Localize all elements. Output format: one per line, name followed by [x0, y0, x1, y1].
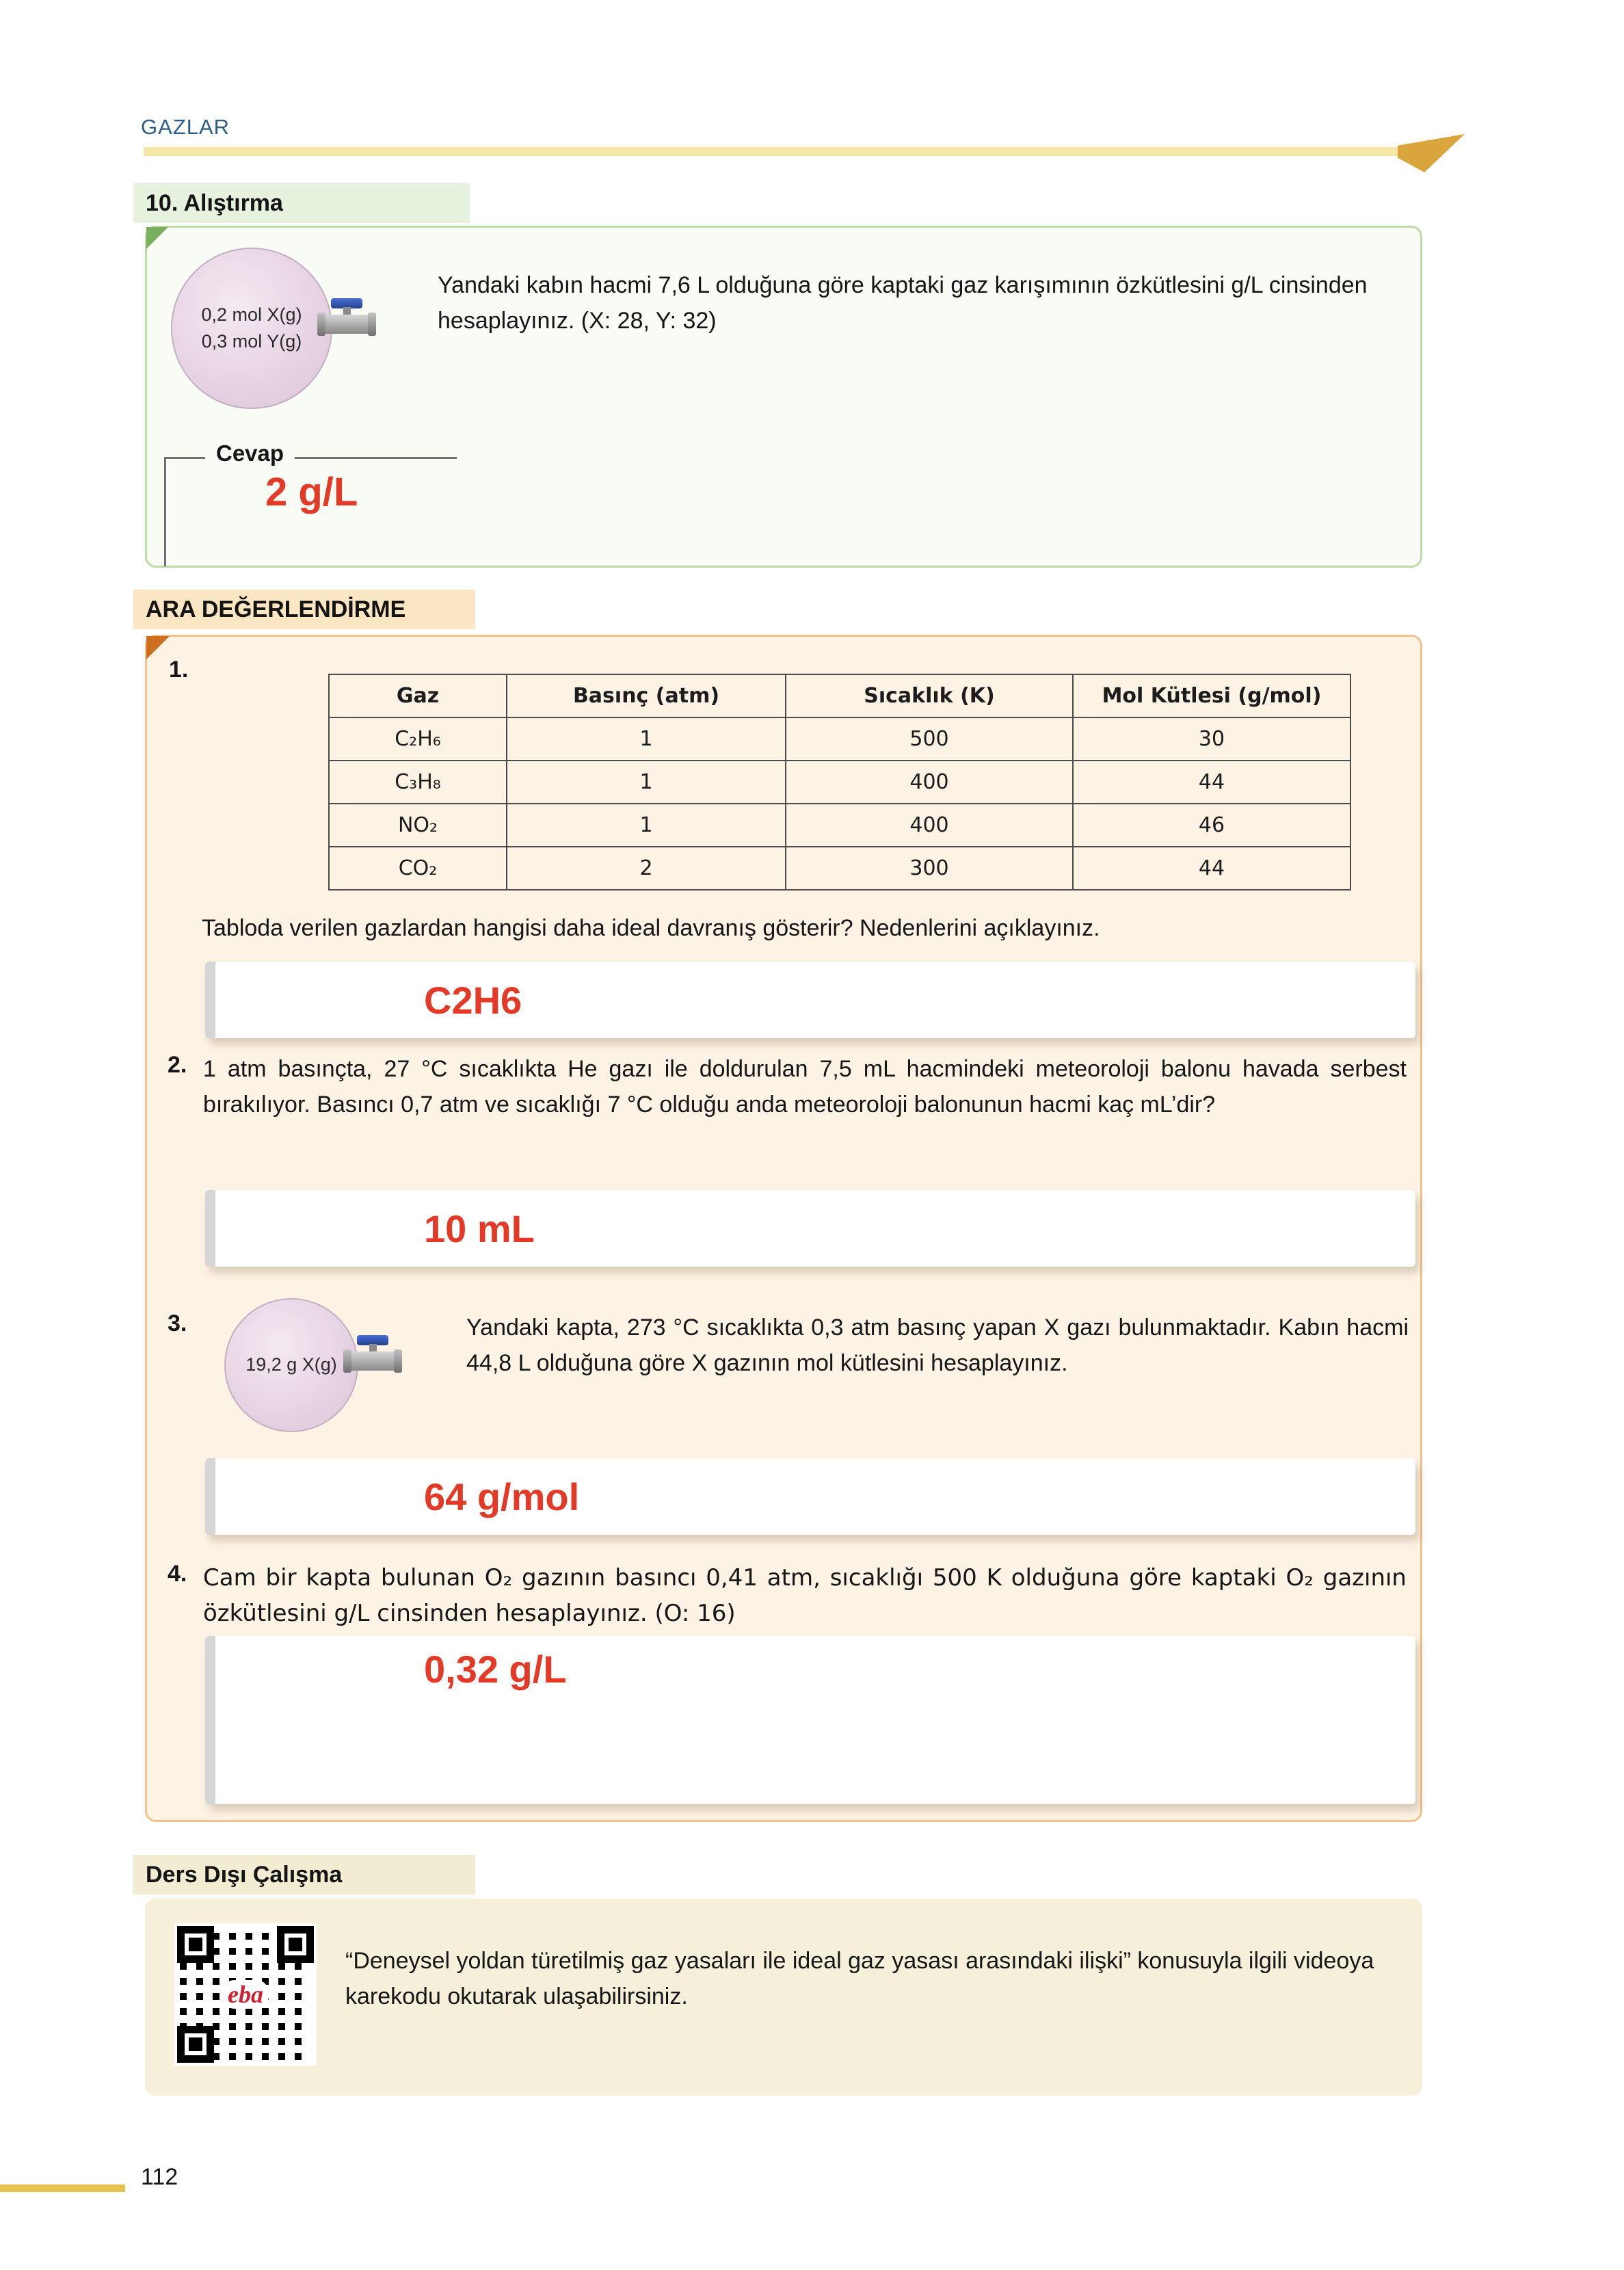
temperature-cell: 300	[786, 847, 1073, 890]
qr-finder-icon	[277, 1926, 314, 1963]
question-number: 4.	[168, 1561, 187, 1587]
molar-mass-cell: 46	[1073, 804, 1350, 847]
eba-logo: eba	[222, 1980, 269, 2009]
exercise-corner-accent	[146, 227, 168, 249]
q2-question: 1 atm basınçta, 27 °C sıcaklıkta He gazı ile doldurulan 7,5 mL hacmindeki meteoroloji balonu havada serbest bırakılıyor. Basıncı 0,7 atm ve sıcaklığı 7 °C olduğu anda meteoroloji balonunun hacmi kaç mL’dir?	[203, 1056, 1407, 1118]
valve-body	[320, 315, 373, 334]
q3-answer: 64 g/mol	[424, 1475, 580, 1518]
temperature-cell: 500	[786, 717, 1073, 761]
q3-question: Yandaki kapta, 273 °C sıcaklıkta 0,3 atm basınç yapan X gazı bulunmaktadır. Kabın hacmi 44,8 L olduğuna göre X gazının mol kütlesini hesaplayınız.	[466, 1315, 1409, 1376]
table-header-row	[329, 674, 1350, 717]
answer-label: Cevap	[205, 440, 295, 466]
q1-answer-box	[205, 962, 1415, 1038]
qr-finder-icon	[177, 2026, 214, 2063]
table-header: Sıcaklık (K)	[786, 674, 1073, 717]
question-number: 1.	[169, 657, 189, 683]
page-number: 112	[141, 2164, 178, 2190]
gas-cell: CO₂	[329, 847, 507, 890]
table-header: Mol Kütlesi (g/mol)	[1073, 674, 1350, 717]
table-header: Basınç (atm)	[507, 674, 786, 717]
gas-flask-illustration	[224, 1298, 358, 1432]
header-gold-arrow-icon	[1398, 134, 1465, 172]
pressure-cell: 1	[507, 761, 786, 804]
gas-table	[328, 674, 1351, 890]
q3-answer-box	[205, 1458, 1415, 1535]
valve-body	[346, 1351, 399, 1371]
qr-finder-icon	[177, 1926, 214, 1963]
gas-cell: C₃H₈	[329, 761, 507, 804]
valve-icon	[346, 1335, 399, 1379]
table-row	[329, 804, 1350, 847]
qr-code	[174, 1923, 317, 2066]
evaluation-corner-accent	[146, 636, 170, 659]
answer-frame-vline	[164, 457, 166, 566]
q4-question: Cam bir kapta bulunan O₂ gazının basıncı 0,41 atm, sıcaklığı 500 K olduğuna göre kaptaki O₂ gazının özkütlesini g/L cinsinden hesaplayınız. (O: 16)	[203, 1564, 1407, 1627]
molar-mass-cell: 30	[1073, 717, 1350, 761]
question-number: 2.	[168, 1052, 187, 1078]
footer-rule-line	[0, 2185, 125, 2192]
molar-mass-cell: 44	[1073, 847, 1350, 890]
table-row	[329, 717, 1350, 761]
valve-icon	[320, 298, 373, 342]
gas-cell: C₂H₆	[329, 717, 507, 761]
evaluation-title: ARA DEĞERLENDİRME	[133, 590, 475, 629]
exercise-title: 10. Alıştırma	[133, 183, 470, 223]
q1-answer: C2H6	[424, 978, 522, 1022]
gas-flask-illustration	[171, 248, 332, 409]
flask-label: 0,3 mol Y(g)	[201, 331, 302, 352]
pressure-cell: 1	[507, 717, 786, 761]
extra-work-text: “Deneysel yoldan türetilmiş gaz yasaları ile ideal gaz yasası arasındaki ilişki” konusuyla ilgili videoya karekodu okutarak ulaşabilirsiniz.	[345, 1948, 1374, 2009]
pressure-cell: 2	[507, 847, 786, 890]
q4-answer-box	[205, 1636, 1415, 1804]
temperature-cell: 400	[786, 761, 1073, 804]
table-row	[329, 847, 1350, 890]
pressure-cell: 1	[507, 804, 786, 847]
temperature-cell: 400	[786, 804, 1073, 847]
extra-work-title: Ders Dışı Çalışma	[133, 1855, 475, 1895]
header-rule-line	[144, 147, 1424, 156]
flask-label: 19,2 g X(g)	[245, 1354, 337, 1375]
question-number: 3.	[168, 1310, 187, 1336]
exercise-question: Yandaki kabın hacmi 7,6 L olduğuna göre kaptaki gaz karışımının özkütlesini g/L cinsinden hesaplayınız. (X: 28, Y: 32)	[438, 272, 1368, 334]
flask-label: 0,2 mol X(g)	[201, 304, 302, 325]
exercise-answer: 2 g/L	[265, 470, 358, 514]
chapter-label: GAZLAR	[141, 115, 230, 139]
q2-answer: 10 mL	[424, 1206, 535, 1250]
q2-answer-box	[205, 1190, 1415, 1267]
q4-answer: 0,32 g/L	[424, 1648, 567, 1691]
q1-question: Tabloda verilen gazlardan hangisi daha ideal davranış gösterir? Nedenlerini açıklayınız.	[202, 915, 1100, 941]
gas-cell: NO₂	[329, 804, 507, 847]
table-header: Gaz	[329, 674, 507, 717]
table-row	[329, 761, 1350, 804]
molar-mass-cell: 44	[1073, 761, 1350, 804]
